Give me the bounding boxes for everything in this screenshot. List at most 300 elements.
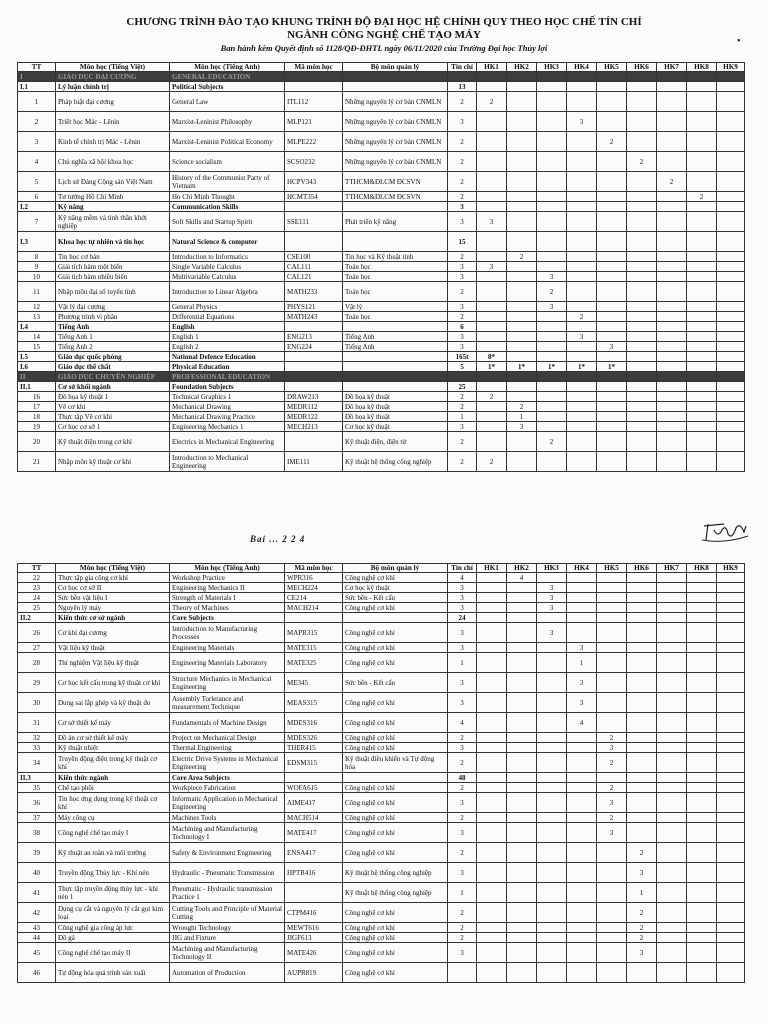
row-number: 14 (18, 332, 56, 342)
managing-department: Toán học (343, 262, 448, 272)
course-name-en: Engineering Materials (170, 643, 285, 653)
course-row (18, 432, 745, 452)
course-name-vn: GIÁO DỤC ĐẠI CƯƠNG (56, 72, 170, 82)
semester-8-credits (687, 282, 717, 302)
course-name-vn: Kỹ năng (56, 202, 170, 212)
semester-4-credits (567, 342, 597, 352)
course-code: WPR316 (285, 573, 343, 583)
course-code: AIME417 (285, 793, 343, 813)
semester-7-credits (657, 332, 687, 342)
semester-5-credits (597, 392, 627, 402)
row-number: I.2 (18, 202, 56, 212)
semester-3-credits (537, 412, 567, 422)
course-name-en: Automation of Production (170, 963, 285, 983)
semester-8-credits (687, 653, 717, 673)
semester-3-credits (537, 112, 567, 132)
course-code: MATE417 (285, 823, 343, 843)
managing-department (343, 202, 448, 212)
semester-5-credits (597, 673, 627, 693)
course-row (18, 342, 745, 352)
semester-4-credits (567, 132, 597, 152)
semester-8-credits (687, 372, 717, 382)
managing-department: Cơ học kỹ thuật (343, 583, 448, 593)
semester-8-credits (687, 202, 717, 212)
managing-department: TTHCM&ĐLCM ĐCSVN (343, 192, 448, 202)
course-name-en: Physical Education (170, 362, 285, 372)
row-number: 28 (18, 653, 56, 673)
managing-department (343, 322, 448, 332)
semester-9-credits (717, 112, 745, 132)
semester-8-credits (687, 322, 717, 332)
column-header-hk7: HK7 (657, 63, 687, 72)
course-name-en: Structure Mechanics in Mechanical Engineering (170, 673, 285, 693)
semester-9-credits (717, 773, 745, 783)
semester-4-credits (567, 432, 597, 452)
semester-3-credits (537, 332, 567, 342)
semester-9-credits (717, 382, 745, 392)
course-name-en: Pneumatic - Hydraulic transmission Practice 1 (170, 883, 285, 903)
semester-9-credits (717, 272, 745, 282)
credits: 1 (448, 653, 477, 673)
course-name-en: Soft Skills and Startup Spirit (170, 212, 285, 232)
managing-department: Tin học và Kỹ thuật tính (343, 252, 448, 262)
course-name-en: Machines Tools (170, 813, 285, 823)
credits: 48 (448, 773, 477, 783)
credits: 2 (448, 783, 477, 793)
credits: 1 (448, 412, 477, 422)
row-number: 23 (18, 583, 56, 593)
semester-9-credits (717, 923, 745, 933)
credits: 3 (448, 943, 477, 963)
course-name-en: Marxist-Leninist Political Economy (170, 132, 285, 152)
course-row (18, 693, 745, 713)
row-number: 9 (18, 262, 56, 272)
semester-3-credits (537, 152, 567, 172)
course-name-vn: Nhập môn đại số tuyến tính (56, 282, 170, 302)
course-row (18, 282, 745, 302)
semester-5-credits: 3 (597, 823, 627, 843)
course-name-vn: Tiếng Anh 1 (56, 332, 170, 342)
semester-1-credits (477, 823, 507, 843)
handwritten-page-note: Bai ... 2 2 4 (250, 534, 306, 544)
semester-5-credits (597, 613, 627, 623)
course-name-vn: Đồ họa kỹ thuật 1 (56, 392, 170, 402)
managing-department: Công nghệ cơ khí (343, 903, 448, 923)
course-name-vn: Tiếng Anh (56, 322, 170, 332)
row-number: 33 (18, 743, 56, 753)
semester-3-credits (537, 903, 567, 923)
semester-5-credits (597, 603, 627, 613)
credits: 2 (448, 843, 477, 863)
semester-7-credits (657, 302, 687, 312)
semester-4-credits (567, 322, 597, 332)
course-code: MATE325 (285, 653, 343, 673)
semester-3-credits (537, 72, 567, 82)
semester-4-credits (567, 603, 597, 613)
credits: 165t (448, 352, 477, 362)
managing-department: Kỹ thuật hệ thống công nghiệp (343, 863, 448, 883)
semester-8-credits (687, 422, 717, 432)
semester-5-credits (597, 933, 627, 943)
semester-8-credits (687, 693, 717, 713)
course-row (18, 623, 745, 643)
course-name-en: Foundation Subjects (170, 382, 285, 392)
row-number: 12 (18, 302, 56, 312)
course-code: MDES326 (285, 733, 343, 743)
semester-6-credits (627, 402, 657, 412)
semester-4-credits (567, 583, 597, 593)
course-row (18, 653, 745, 673)
semester-9-credits (717, 132, 745, 152)
semester-2-credits (507, 613, 537, 623)
semester-1-credits (477, 603, 507, 613)
row-number: 15 (18, 342, 56, 352)
semester-9-credits (717, 793, 745, 813)
semester-1-credits (477, 112, 507, 132)
course-code: HCMT354 (285, 192, 343, 202)
semester-2-credits (507, 623, 537, 643)
semester-5-credits (597, 332, 627, 342)
row-number: 17 (18, 402, 56, 412)
managing-department: Những nguyên lý cơ bản CNMLN (343, 112, 448, 132)
semester-9-credits (717, 352, 745, 362)
managing-department: Công nghệ cơ khí (343, 923, 448, 933)
semester-1-credits (477, 322, 507, 332)
semester-8-credits (687, 382, 717, 392)
row-number: I.5 (18, 352, 56, 362)
semester-1-credits (477, 252, 507, 262)
course-code: WOFA615 (285, 783, 343, 793)
semester-5-credits (597, 883, 627, 903)
semester-4-credits (567, 623, 597, 643)
course-name-en: Core Area Subjects (170, 773, 285, 783)
semester-1-credits (477, 923, 507, 933)
semester-7-credits (657, 713, 687, 733)
semester-8-credits (687, 232, 717, 252)
semester-7-credits (657, 152, 687, 172)
course-name-en: Machining and Manufacturing Technology II (170, 943, 285, 963)
row-number: 11 (18, 282, 56, 302)
semester-6-credits (627, 603, 657, 613)
course-name-vn: Tin học ứng dụng trong kỹ thuật cơ khí (56, 793, 170, 813)
semester-3-credits (537, 232, 567, 252)
semester-7-credits (657, 843, 687, 863)
semester-8-credits (687, 673, 717, 693)
course-name-en: National Defence Education (170, 352, 285, 362)
credits: 3 (448, 793, 477, 813)
semester-9-credits (717, 72, 745, 82)
semester-7-credits (657, 863, 687, 883)
semester-7-credits (657, 733, 687, 743)
semester-2-credits (507, 593, 537, 603)
semester-3-credits (537, 202, 567, 212)
semester-9-credits (717, 452, 745, 472)
semester-4-credits: 3 (567, 112, 597, 132)
credits: 3 (448, 342, 477, 352)
course-name-vn: Triết học Mác - Lênin (56, 112, 170, 132)
semester-4-credits (567, 863, 597, 883)
semester-8-credits (687, 452, 717, 472)
semester-1-credits (477, 943, 507, 963)
semester-4-credits: 3 (567, 643, 597, 653)
row-number: 26 (18, 623, 56, 643)
credits: 3 (448, 863, 477, 883)
group-header-row (18, 773, 745, 783)
course-name-vn: Kỹ năng mềm và tinh thần khởi nghiệp (56, 212, 170, 232)
semester-5-credits (597, 863, 627, 883)
course-name-vn: Kinh tế chính trị Mác - Lênin (56, 132, 170, 152)
course-name-en: Ho Chi Minh Thought (170, 192, 285, 202)
course-row (18, 943, 745, 963)
semester-1-credits: 2 (477, 452, 507, 472)
semester-2-credits (507, 673, 537, 693)
semester-5-credits (597, 843, 627, 863)
semester-8-credits (687, 342, 717, 352)
credits: 5 (448, 362, 477, 372)
semester-5-credits (597, 573, 627, 583)
semester-3-credits (537, 212, 567, 232)
semester-1-credits (477, 733, 507, 743)
semester-5-credits (597, 593, 627, 603)
column-header-hk7: HK7 (657, 564, 687, 573)
course-name-vn: Pháp luật đại cương (56, 92, 170, 112)
credits: 3 (448, 603, 477, 613)
semester-2-credits (507, 843, 537, 863)
semester-5-credits (597, 212, 627, 232)
semester-8-credits (687, 212, 717, 232)
credits: 3 (448, 422, 477, 432)
semester-9-credits (717, 963, 745, 983)
column-header-hk3: HK3 (537, 63, 567, 72)
semester-6-credits (627, 813, 657, 823)
course-name-vn: Kiến thức cơ sở ngành (56, 613, 170, 623)
semester-9-credits (717, 212, 745, 232)
semester-7-credits (657, 212, 687, 232)
course-name-en: Project on Mechanical Design (170, 733, 285, 743)
course-name-vn: Cơ học kết cấu trong kỹ thuật cơ khí (56, 673, 170, 693)
course-name-en: Mechanical Drawing (170, 402, 285, 412)
semester-7-credits (657, 923, 687, 933)
credits: 3 (448, 643, 477, 653)
row-number: 35 (18, 783, 56, 793)
curriculum-table-part-1 (17, 62, 745, 472)
semester-5-credits (597, 452, 627, 472)
semester-8-credits (687, 272, 717, 282)
course-row (18, 643, 745, 653)
column-header-hk5: HK5 (597, 564, 627, 573)
course-name-vn: Máy công cụ (56, 813, 170, 823)
semester-7-credits (657, 322, 687, 332)
semester-9-credits (717, 232, 745, 252)
semester-6-credits (627, 412, 657, 422)
group-header-row (18, 322, 745, 332)
credits: 3 (448, 823, 477, 843)
managing-department: Công nghệ cơ khí (343, 573, 448, 583)
credits: 2 (448, 192, 477, 202)
managing-department: Công nghệ cơ khí (343, 733, 448, 743)
course-name-en: Introduction to Mechanical Engineering (170, 452, 285, 472)
course-code: ENSA417 (285, 843, 343, 863)
course-row (18, 963, 745, 983)
managing-department: Những nguyên lý cơ bản CNMLN (343, 132, 448, 152)
course-code: MEAS315 (285, 693, 343, 713)
managing-department: Kỹ thuật điện, điện tử (343, 432, 448, 452)
managing-department: Kỹ thuật hệ thống công nghiệp (343, 452, 448, 472)
course-code: CAL111 (285, 262, 343, 272)
semester-1-credits (477, 783, 507, 793)
semester-5-credits (597, 583, 627, 593)
course-name-vn: Truyền động Thủy lực - Khí nén (56, 863, 170, 883)
course-name-vn: Giáo dục quốc phòng (56, 352, 170, 362)
row-number: 8 (18, 252, 56, 262)
semester-8-credits (687, 923, 717, 933)
semester-8-credits (687, 82, 717, 92)
course-name-en: Assembly Torlerance and measurement Technique (170, 693, 285, 713)
semester-3-credits: 3 (537, 623, 567, 643)
course-code (285, 232, 343, 252)
course-name-en: GENERAL EDUCATION (170, 72, 285, 82)
semester-6-credits: 3 (627, 943, 657, 963)
semester-2-credits (507, 152, 537, 172)
row-number: 3 (18, 132, 56, 152)
table-body (18, 573, 745, 983)
column-header-hk2: HK2 (507, 63, 537, 72)
semester-1-credits: 2 (477, 92, 507, 112)
row-number: 27 (18, 643, 56, 653)
managing-department: Công nghệ cơ khí (343, 943, 448, 963)
semester-9-credits (717, 753, 745, 773)
semester-3-credits (537, 653, 567, 673)
semester-6-credits (627, 262, 657, 272)
semester-6-credits (627, 82, 657, 92)
semester-6-credits (627, 693, 657, 713)
managing-department (343, 773, 448, 783)
section-header-row (18, 72, 745, 82)
credits: 2 (448, 312, 477, 322)
course-name-vn: Thực tập gia công cơ khí (56, 573, 170, 583)
semester-7-credits (657, 92, 687, 112)
course-name-en: Mechanical Drawing Practice (170, 412, 285, 422)
semester-3-credits (537, 793, 567, 813)
semester-9-credits (717, 402, 745, 412)
semester-9-credits (717, 202, 745, 212)
course-name-vn: Kỹ thuật nhiệt (56, 743, 170, 753)
course-name-en: Theory of Machines (170, 603, 285, 613)
semester-3-credits (537, 823, 567, 843)
semester-1-credits (477, 192, 507, 202)
semester-2-credits (507, 302, 537, 312)
row-number: 13 (18, 312, 56, 322)
semester-1-credits: 8* (477, 352, 507, 362)
semester-6-credits (627, 422, 657, 432)
managing-department (343, 372, 448, 382)
course-name-vn: Chế tạo phôi (56, 783, 170, 793)
semester-4-credits (567, 272, 597, 282)
course-name-vn: Tự động hóa quá trình sản xuất (56, 963, 170, 983)
row-number: 7 (18, 212, 56, 232)
course-code: MACH514 (285, 813, 343, 823)
semester-8-credits (687, 72, 717, 82)
row-number: II.3 (18, 773, 56, 783)
course-code: MLP121 (285, 112, 343, 132)
semester-4-credits: 3 (567, 673, 597, 693)
semester-9-credits (717, 82, 745, 92)
group-header-row (18, 232, 745, 252)
semester-7-credits (657, 743, 687, 753)
course-code: THER415 (285, 743, 343, 753)
credits: 2 (448, 733, 477, 743)
course-name-en: General Law (170, 92, 285, 112)
course-row (18, 573, 745, 583)
semester-2-credits (507, 823, 537, 843)
semester-1-credits (477, 593, 507, 603)
semester-7-credits (657, 112, 687, 132)
semester-7-credits (657, 312, 687, 322)
course-name-en: Safety & Environment Engineering (170, 843, 285, 863)
semester-4-credits: 4 (567, 713, 597, 733)
row-number: 34 (18, 753, 56, 773)
credits: 3 (448, 593, 477, 603)
semester-2-credits: 1* (507, 362, 537, 372)
column-header-hk6: HK6 (627, 63, 657, 72)
semester-6-credits (627, 743, 657, 753)
semester-2-credits (507, 332, 537, 342)
course-name-en: Informatic Application in Mechanical Engineering (170, 793, 285, 813)
course-row (18, 172, 745, 192)
credits: 3 (448, 302, 477, 312)
semester-2-credits (507, 342, 537, 352)
course-code: CTPM416 (285, 903, 343, 923)
semester-3-credits (537, 573, 567, 583)
semester-2-credits (507, 382, 537, 392)
semester-2-credits (507, 923, 537, 933)
course-name-vn: Kỹ thuật điện trong cơ khí (56, 432, 170, 452)
column-header-m-n-h-c-ti-ng-vi-t-: Môn học (Tiếng Việt) (56, 564, 170, 573)
semester-8-credits (687, 903, 717, 923)
semester-1-credits: 3 (477, 212, 507, 232)
semester-7-credits (657, 382, 687, 392)
semester-3-credits (537, 312, 567, 322)
program-name: NGÀNH CÔNG NGHỆ CHẾ TẠO MÁY (287, 29, 481, 41)
course-name-en: Electrics in Mechanical Engineering (170, 432, 285, 452)
semester-3-credits (537, 82, 567, 92)
semester-5-credits (597, 943, 627, 963)
semester-9-credits (717, 342, 745, 352)
semester-9-credits (717, 613, 745, 623)
semester-9-credits (717, 653, 745, 673)
semester-6-credits (627, 673, 657, 693)
row-number: 41 (18, 883, 56, 903)
semester-4-credits (567, 282, 597, 302)
semester-9-credits (717, 743, 745, 753)
semester-4-credits (567, 172, 597, 192)
course-name-vn: Tư tưởng Hồ Chí Minh (56, 192, 170, 202)
semester-7-credits (657, 202, 687, 212)
semester-9-credits (717, 733, 745, 743)
credits: 1 (448, 883, 477, 903)
course-code: EDSM315 (285, 753, 343, 773)
semester-5-credits: 3 (597, 793, 627, 813)
semester-4-credits (567, 843, 597, 863)
semester-4-credits (567, 933, 597, 943)
course-name-vn: Truyền động điện trong kỹ thuật cơ khí (56, 753, 170, 773)
semester-2-credits (507, 963, 537, 983)
course-row (18, 933, 745, 943)
credits: 2 (448, 813, 477, 823)
managing-department: Những nguyên lý cơ bản CNMLN (343, 152, 448, 172)
course-name-vn: GIÁO DỤC CHUYÊN NGHIỆP (56, 372, 170, 382)
course-code: CAL121 (285, 272, 343, 282)
